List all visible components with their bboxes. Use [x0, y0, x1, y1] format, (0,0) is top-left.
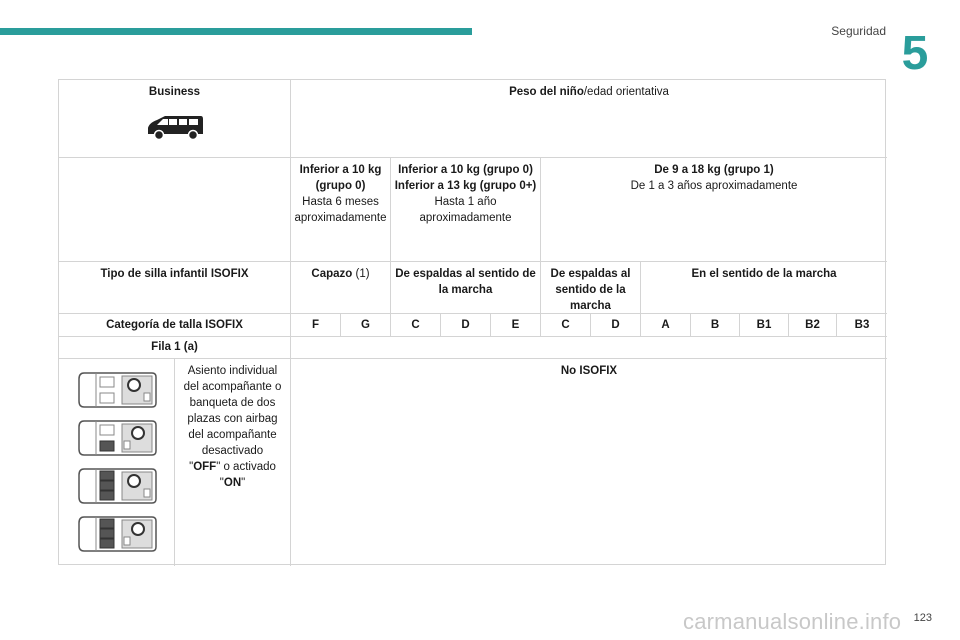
isofix-size-label: Categoría de talla ISOFIX: [59, 314, 291, 337]
chapter-number: 5: [901, 27, 929, 80]
vehicle-name: Business: [148, 86, 201, 98]
size-cell: C: [541, 314, 591, 337]
size-cell: B: [691, 314, 740, 337]
section-title: Seguridad: [831, 24, 886, 38]
capazo-label: Capazo: [311, 268, 353, 280]
van-icon: [145, 114, 205, 142]
vehicle-header-cell: [59, 80, 291, 158]
header-accent-bar: [0, 28, 472, 35]
group0plus-title: Inferior a 13 kg (grupo 0+): [394, 180, 537, 192]
size-cell: A: [641, 314, 691, 337]
empty-cell: [59, 158, 291, 262]
seat-diagrams-cell: [59, 359, 175, 566]
empty-cell: [291, 337, 887, 359]
row1-label: Fila 1 (a): [59, 337, 291, 359]
quote: ": [189, 461, 194, 473]
group1-age: De 1 a 3 años aproximadamente: [630, 180, 798, 192]
size-cell: G: [341, 314, 391, 337]
size-cell: B3: [837, 314, 887, 337]
isofix-table: [58, 79, 886, 565]
rear-facing-cell: De espaldas al sentido de la marcha: [391, 262, 541, 314]
size-cell: C: [391, 314, 441, 337]
weight-subtitle: /edad orientativa: [583, 86, 669, 98]
quote: ": [219, 477, 224, 489]
size-cell: B1: [740, 314, 789, 337]
quote: ": [241, 477, 246, 489]
van-seat-diagram-icon: [76, 513, 158, 555]
size-cell: D: [441, 314, 491, 337]
seat-description-cell: [175, 359, 291, 566]
airbag-off-label: OFF: [193, 461, 217, 473]
airbag-or-activated: " o activado: [216, 461, 276, 473]
group0-cell: [291, 158, 391, 262]
van-seat-diagram-icon: [76, 417, 158, 459]
size-cell: B2: [789, 314, 837, 337]
weight-title: Peso del niño: [509, 86, 584, 98]
weight-header-cell: [291, 80, 887, 158]
size-cell: F: [291, 314, 341, 337]
group0plus-age: Hasta 1 año aproximadamente: [419, 196, 512, 224]
group1-title: De 9 a 18 kg (grupo 1): [654, 164, 774, 176]
watermark: carmanualsonline.info: [683, 609, 902, 634]
seat-description: Asiento individual del acompañante o banqueta de dos plazas con airbag del acompañante desactivado: [183, 365, 282, 457]
airbag-state: [179, 459, 286, 491]
rear-facing-cell-2: De espaldas al sentido de la marcha: [541, 262, 641, 314]
group0-title: Inferior a 10 kg (grupo 0): [299, 164, 382, 192]
forward-facing-cell: En el sentido de la marcha: [641, 262, 887, 314]
size-cell: E: [491, 314, 541, 337]
size-cell: D: [591, 314, 641, 337]
airbag-on-label: ON: [223, 477, 242, 489]
group0-age: Hasta 6 meses aproximadamente: [294, 196, 387, 224]
isofix-type-label: Tipo de silla infantil ISOFIX: [59, 262, 291, 314]
van-seat-diagram-icon: [76, 369, 158, 411]
capazo-note: (1): [352, 268, 370, 280]
van-seat-diagram-icon: [76, 465, 158, 507]
page-number: 123: [913, 612, 932, 624]
group0plus-cell: [391, 158, 541, 262]
group1-cell: [541, 158, 887, 262]
group0-title-2: Inferior a 10 kg (grupo 0): [398, 164, 533, 176]
no-isofix-cell: No ISOFIX: [560, 365, 618, 377]
capazo-cell: [291, 262, 391, 314]
